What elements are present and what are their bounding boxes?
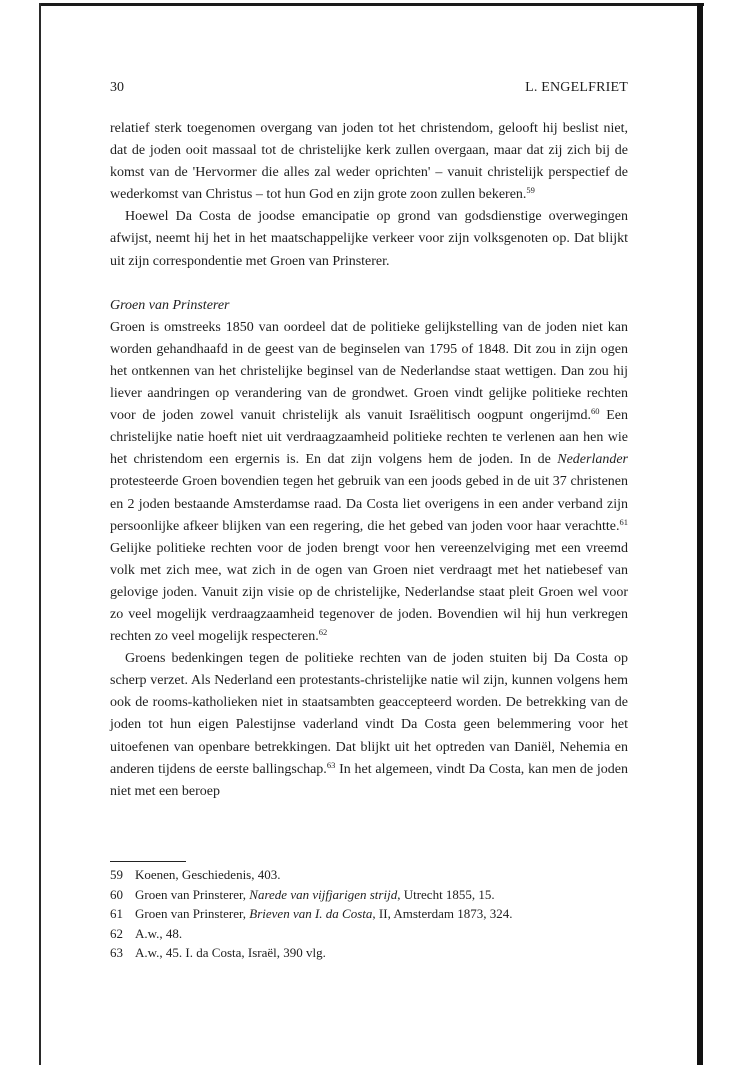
paragraph-3-text-c: protesteerde Groen bovendien tegen het gebruik van een joods gebed in de uit 37 christenen en 2 joden bestaande Amsterdamse raad. Da Costa liet overigens in een ander verband zijn persoonlijke afkeer blijken van een regering, die het gebed van joden voor haar verachtte. bbox=[110, 474, 628, 534]
footnote-text-part: , II, Amsterdam 1873, 324. bbox=[372, 906, 513, 921]
footnote bbox=[110, 943, 628, 963]
footnote-ref-59[interactable]: 59 bbox=[526, 185, 535, 196]
footnote-ref-60[interactable]: 60 bbox=[590, 406, 600, 417]
footnote-ref-61[interactable]: 61 bbox=[619, 516, 628, 527]
footnote bbox=[110, 865, 628, 885]
page-frame-right-border bbox=[697, 3, 703, 1065]
footnote-text-part: , Utrecht 1855, 15. bbox=[397, 886, 495, 902]
footnote bbox=[110, 924, 628, 944]
footnote-separator bbox=[110, 861, 186, 862]
footnote-text-part: Groen van Prinsterer, bbox=[135, 886, 250, 902]
paragraph-1 bbox=[110, 118, 628, 206]
footnote-text bbox=[135, 885, 628, 905]
footnote-number: 60 bbox=[110, 886, 123, 902]
footnote-number: 62 bbox=[110, 925, 123, 941]
footnote-text bbox=[135, 904, 628, 924]
footnote-ref-62[interactable]: 62 bbox=[318, 626, 328, 637]
footnote-italic-title: Narede van vijfjarigen strijd bbox=[249, 886, 398, 902]
footnote-number: 61 bbox=[110, 906, 123, 921]
paragraph-4 bbox=[110, 648, 628, 803]
footnote-text-part: A.w., 45. I. da Costa, Israël, 390 vlg. bbox=[135, 945, 326, 960]
periodical-title: Nederlander bbox=[557, 452, 628, 468]
page-frame-top-border bbox=[39, 3, 704, 6]
section-heading: Groen van Prinsterer bbox=[110, 297, 230, 313]
main-text bbox=[110, 118, 628, 803]
page-header bbox=[110, 80, 628, 100]
footnotes bbox=[110, 865, 628, 963]
page-number: 30 bbox=[110, 80, 124, 95]
paragraph-3-text-d: Gelijke politieke rechten voor de joden brengt voor hen vereenzelviging met een vreemd volk met zich mee, wat zich in de ogen van Groen niet verdraagt met het natiebesef van gelovige joden. Vanuit zijn visie op de christelijke, Nederlandse staat pleit Groen wel voor zo veel mogelijk verdraagzaamheid tegenover de joden. Bovendien wil hij hun verkregen rechten zo veel mogelijk respecteren. bbox=[110, 540, 628, 645]
footnote-text bbox=[135, 865, 628, 885]
footnote-number: 63 bbox=[110, 945, 123, 960]
footnote-text bbox=[135, 924, 628, 944]
footnote bbox=[110, 885, 628, 905]
page-frame-left-border bbox=[39, 3, 41, 1065]
footnote-ref-63[interactable]: 63 bbox=[326, 759, 336, 770]
paragraph-2: Hoewel Da Costa de joodse emancipatie op grond van godsdienstige overwegingen afwijst, neemt hij het in het maatschappelijke verkeer voor zijn volksgenoten op. Dat blijkt uit zijn correspondentie met Groen van Prinsterer. bbox=[110, 209, 628, 269]
footnote-text-part: A.w., 48. bbox=[135, 925, 183, 941]
paragraph-4-text-b: In het algemeen, vindt Da Costa, kan men de joden niet met een beroep bbox=[110, 761, 628, 799]
paragraph-3 bbox=[110, 317, 628, 648]
paragraph-3-text-b: Een christelijke natie hoeft niet uit verdraagzaamheid politieke rechten te verlenen aan hen wie het christendom een ergernis is. En dat zijn volgens hem de joden. In de bbox=[110, 408, 629, 468]
footnote-italic-title: Brieven van I. da Costa bbox=[249, 906, 373, 921]
paragraph-4-text-a: Groens bedenkingen tegen de politieke rechten van de joden stuiten bij Da Costa op scherp verzet. Als Nederland een protestants-christelijke natie wil zijn, kunnen volgens hem ook de rooms-katholieken niet in staatsambten geaccepteerd worden. De betrekking van de joden tot hun eigen Palestijnse vaderland vindt Da Costa geen belemmering voor het uitoefenen van openbare betrekkingen. Dat blijkt uit het optreden van Daniël, Nehemia en anderen tijdens de eerste ballingschap. bbox=[110, 651, 628, 777]
paragraph-1-text: relatief sterk toegenomen overgang van joden tot het christendom, gelooft hij beslist niet, dat de joden ooit massaal tot de christelijke kerk zullen overgaan, maar dat zij zich bij de komst van de 'Hervormer die alles zal weder oprichten' – vanuit christelijk perspectief de wederkomst van Christus – tot hun God en zijn grote zoon zullen bekeren. bbox=[110, 121, 628, 203]
footnote-number: 59 bbox=[110, 867, 123, 882]
footnote-text-part: Koenen, Geschiedenis, 403. bbox=[135, 867, 281, 882]
running-head: L. ENGELFRIET bbox=[525, 80, 628, 95]
footnote-text-part: Groen van Prinsterer, bbox=[135, 906, 250, 921]
footnote-text bbox=[135, 943, 628, 963]
footnote bbox=[110, 904, 628, 924]
paragraph-3-text-a: Groen is omstreeks 1850 van oordeel dat de politieke gelijkstelling van de joden niet kan worden gehandhaafd in de geest van de beginselen van 1795 of 1848. Dit zou in zijn ogen het ontkennen van het christelijke beginsel van de Nederlandse staat wettigen. Dan zou hij liever aandringen op verandering van de grondwet. Groen vindt gelijke politieke rechten voor de joden zowel vanuit christelijk als vanuit Israëlitisch oogpunt ongerijmd. bbox=[110, 319, 628, 424]
